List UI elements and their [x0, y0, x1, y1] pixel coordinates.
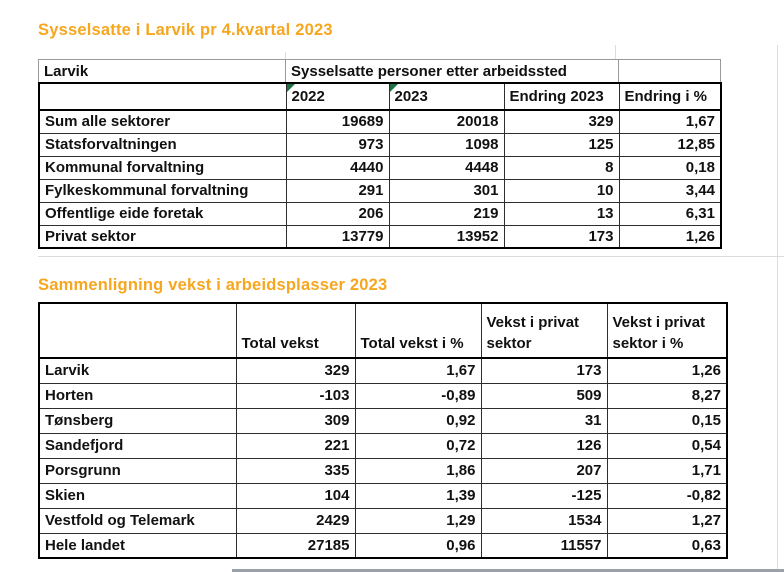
table1-span-header: Sysselsatte personer etter arbeidssted [286, 60, 619, 83]
row-label: Sum alle sektorer [39, 110, 286, 133]
row-label: Statsforvaltningen [39, 133, 286, 156]
col-label: 2023 [394, 88, 428, 105]
cell-value: 1,29 [355, 508, 481, 533]
table-row [39, 508, 727, 533]
cell-value: 1,71 [607, 458, 727, 483]
cell-value: 31 [481, 408, 607, 433]
table-row [39, 483, 727, 508]
gridline [38, 256, 784, 257]
cell-value: 2429 [236, 508, 355, 533]
table2-col-vekst-privat-pct: Vekst i privat sektor i % [607, 303, 727, 358]
table1-column-header-row [39, 83, 721, 110]
row-label: Vestfold og Telemark [39, 508, 236, 533]
row-label: Horten [39, 383, 236, 408]
cell-value: 1,39 [355, 483, 481, 508]
table2 [38, 302, 728, 559]
table1-col-endring: Endring 2023 [504, 83, 619, 110]
row-label: Hele landet [39, 533, 236, 558]
row-label: Privat sektor [39, 225, 286, 248]
table1-corner-cell: Larvik [39, 60, 286, 83]
table-row [39, 408, 727, 433]
cell-value: 11557 [481, 533, 607, 558]
cell-value: 309 [236, 408, 355, 433]
cell-value: 509 [481, 383, 607, 408]
cell-value: 10 [504, 179, 619, 202]
cell-value: 8,27 [607, 383, 727, 408]
row-label: Porsgrunn [39, 458, 236, 483]
table2-column-header-row [39, 303, 727, 358]
cell-value: 6,31 [619, 202, 721, 225]
table1-col-2023 [389, 83, 504, 110]
row-label: Tønsberg [39, 408, 236, 433]
cell-value: 3,44 [619, 179, 721, 202]
cell-value: 19689 [286, 110, 389, 133]
cell-value: 1534 [481, 508, 607, 533]
row-label: Larvik [39, 358, 236, 383]
cell-value: 1,26 [607, 358, 727, 383]
table2-blank-cell [39, 303, 236, 358]
table-row [39, 383, 727, 408]
table-row [39, 225, 721, 248]
cell-value: 1,86 [355, 458, 481, 483]
table-row [39, 179, 721, 202]
cell-value: 335 [236, 458, 355, 483]
cell-value: 1,26 [619, 225, 721, 248]
cell-value: 301 [389, 179, 504, 202]
cell-value: 291 [286, 179, 389, 202]
gridline [777, 45, 778, 569]
cell-value: 219 [389, 202, 504, 225]
gridline [285, 52, 286, 59]
cell-value: 4448 [389, 156, 504, 179]
cell-value: 0,15 [607, 408, 727, 433]
col-label: 2022 [291, 88, 325, 105]
table-row [39, 433, 727, 458]
cell-value: 0,72 [355, 433, 481, 458]
cell-value: 1,67 [619, 110, 721, 133]
cell-value: 0,63 [607, 533, 727, 558]
cell-value: 27185 [236, 533, 355, 558]
cell-value: -103 [236, 383, 355, 408]
table1-header-strip [38, 59, 721, 83]
table-row [39, 458, 727, 483]
cell-value: 206 [286, 202, 389, 225]
cell-value: 1,67 [355, 358, 481, 383]
table1-title: Sysselsatte i Larvik pr 4.kvartal 2023 [38, 21, 333, 39]
cell-value: 0,96 [355, 533, 481, 558]
cell-value: 104 [236, 483, 355, 508]
table-row [39, 358, 727, 383]
table1-col-2022 [286, 83, 389, 110]
cell-value: 8 [504, 156, 619, 179]
cell-value: 126 [481, 433, 607, 458]
table2-col-total-vekst: Total vekst [236, 303, 355, 358]
cell-value: 125 [504, 133, 619, 156]
table1-col-endring-pct: Endring i % [619, 83, 721, 110]
cell-value: 20018 [389, 110, 504, 133]
cell-value: -0,89 [355, 383, 481, 408]
cell-value: 13952 [389, 225, 504, 248]
cell-value: 0,54 [607, 433, 727, 458]
table1 [38, 82, 722, 249]
table2-title: Sammenligning vekst i arbeidsplasser 2023 [38, 276, 388, 294]
table-row [39, 533, 727, 558]
table2-col-vekst-privat: Vekst i privat sektor [481, 303, 607, 358]
cell-value: 329 [236, 358, 355, 383]
row-label: Fylkeskommunal forvaltning [39, 179, 286, 202]
table1-header-row [39, 60, 721, 83]
cell-value: 4440 [286, 156, 389, 179]
table-row [39, 110, 721, 133]
row-label: Skien [39, 483, 236, 508]
cell-value: 12,85 [619, 133, 721, 156]
cell-value: 973 [286, 133, 389, 156]
cell-value: 173 [481, 358, 607, 383]
table-row [39, 133, 721, 156]
error-flag-icon [390, 84, 398, 92]
row-label: Kommunal forvaltning [39, 156, 286, 179]
table-row [39, 202, 721, 225]
row-label: Sandefjord [39, 433, 236, 458]
cell-value: -0,82 [607, 483, 727, 508]
table1-blank-cell [39, 83, 286, 110]
cell-value: 13 [504, 202, 619, 225]
cell-value: 1,27 [607, 508, 727, 533]
error-flag-icon [287, 84, 295, 92]
cell-value: 207 [481, 458, 607, 483]
row-label: Offentlige eide foretak [39, 202, 286, 225]
cell-value: 329 [504, 110, 619, 133]
table2-col-total-vekst-pct: Total vekst i % [355, 303, 481, 358]
gridline [615, 45, 616, 59]
cell-value: 13779 [286, 225, 389, 248]
cell-value: 1098 [389, 133, 504, 156]
cell-value: 0,18 [619, 156, 721, 179]
table1-empty-header-cell [619, 60, 721, 83]
cell-value: 0,92 [355, 408, 481, 433]
cell-value: 173 [504, 225, 619, 248]
cell-value: -125 [481, 483, 607, 508]
cell-value: 221 [236, 433, 355, 458]
table-row [39, 156, 721, 179]
